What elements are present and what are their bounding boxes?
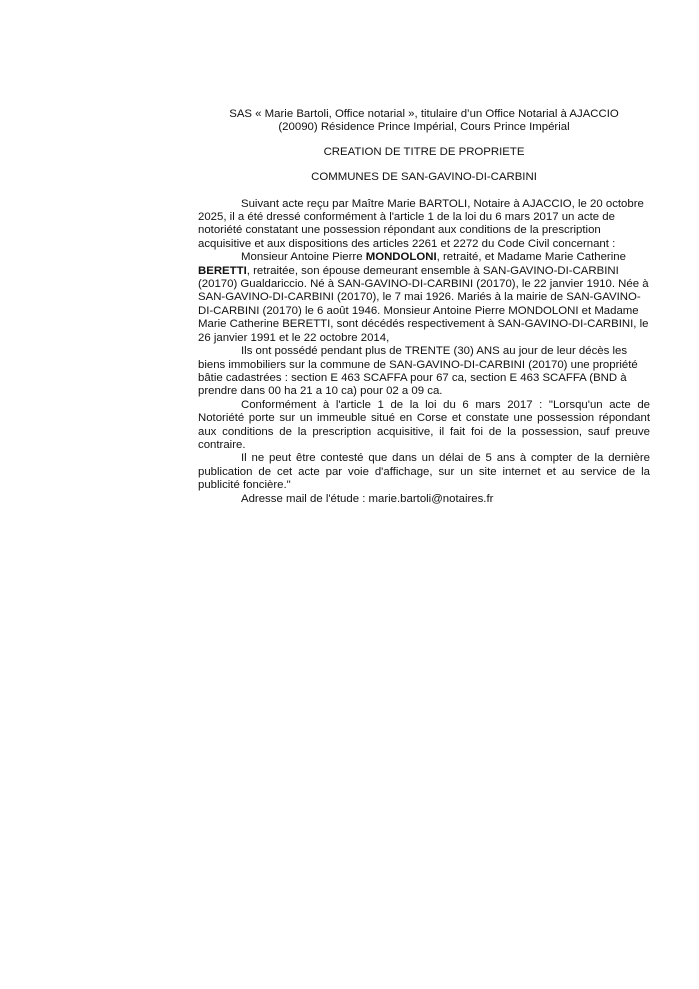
paragraph-contest-delay: Il ne peut être contesté que dans un délai de 5 ans à compter de la dernière publication de cet acte par voie d'affichage, sur un site internet et au service de la publicité foncière." xyxy=(198,452,650,492)
surname-beretti: BERETTI xyxy=(198,264,247,277)
paragraph-email: Adresse mail de l'étude : marie.bartoli@notaires.fr xyxy=(241,492,494,505)
office-header-line-1: SAS « Marie Bartoli, Office notarial », titulaire d’un Office Notarial à AJACCIO xyxy=(229,108,619,120)
notice-content xyxy=(198,108,650,506)
parties-text-1: Monsieur Antoine Pierre xyxy=(241,251,366,264)
parties-text-3: , retraitée, son épouse demeurant ensemble à SAN-GAVINO-DI-CARBINI (20170) Gualdariccio. Né à SAN-GAVINO-DI-CARBINI (20170), le 22 janvier 1910. Née à SAN-GAVINO-DI-CARBINI (20170), le 7 mai 1926. Mariés à la mairie de SAN-GAVINO-DI-CARBINI (20170) le 6 août 1946. Monsieur Antoine Pierre MONDOLONI et Madame Marie Catherine BERETTI, sont décédés respectivement à SAN-GAVINO-DI-CARBINI, le 26 janvier 1991 et le 22 octobre 2014, xyxy=(198,264,649,344)
surname-mondoloni: MONDOLONI xyxy=(365,251,437,264)
paragraph-parties xyxy=(198,251,650,345)
paragraph-property: Ils ont possédé pendant plus de TRENTE (30) ANS au jour de leur décès les biens immobiliers sur la commune de SAN-GAVINO-DI-CARBINI (20170) une propriété bâtie cadastrées : section E 463 SCAFFA pour 67 ca, section E 463 SCAFFA (BND à prendre dans 00 ha 21 a 10 ca) pour 02 a 09 ca. xyxy=(198,345,638,398)
paragraph-deed: Suivant acte reçu par Maître Marie BARTOLI, Notaire à AJACCIO, le 20 octobre 2025, il a été dressé conformément à l'article 1 de la loi du 6 mars 2017 un acte de notoriété constatant une possession répondant aux conditions de la prescription acquisitive et aux dispositions des articles 2261 et 2272 du Code Civil concernant : xyxy=(198,197,644,250)
parties-text-2: , retraité, et Madame Marie Catherine xyxy=(436,251,626,264)
commune-title: COMMUNES DE SAN-GAVINO-DI-CARBINI xyxy=(311,171,537,184)
document-title: CREATION DE TITRE DE PROPRIETE xyxy=(323,145,525,158)
paragraph-law-article: Conformément à l'article 1 de la loi du 6 mars 2017 : "Lorsqu'un acte de Notoriété porte sur un immeuble situé en Corse et constate une possession répondant aux conditions de la prescription acquisitive, il fait foi de la possession, sauf preuve contraire. xyxy=(198,398,650,451)
office-header-line-2: (20090) Résidence Prince Impérial, Cours Prince Impérial xyxy=(278,121,570,134)
notice-body xyxy=(198,198,650,506)
